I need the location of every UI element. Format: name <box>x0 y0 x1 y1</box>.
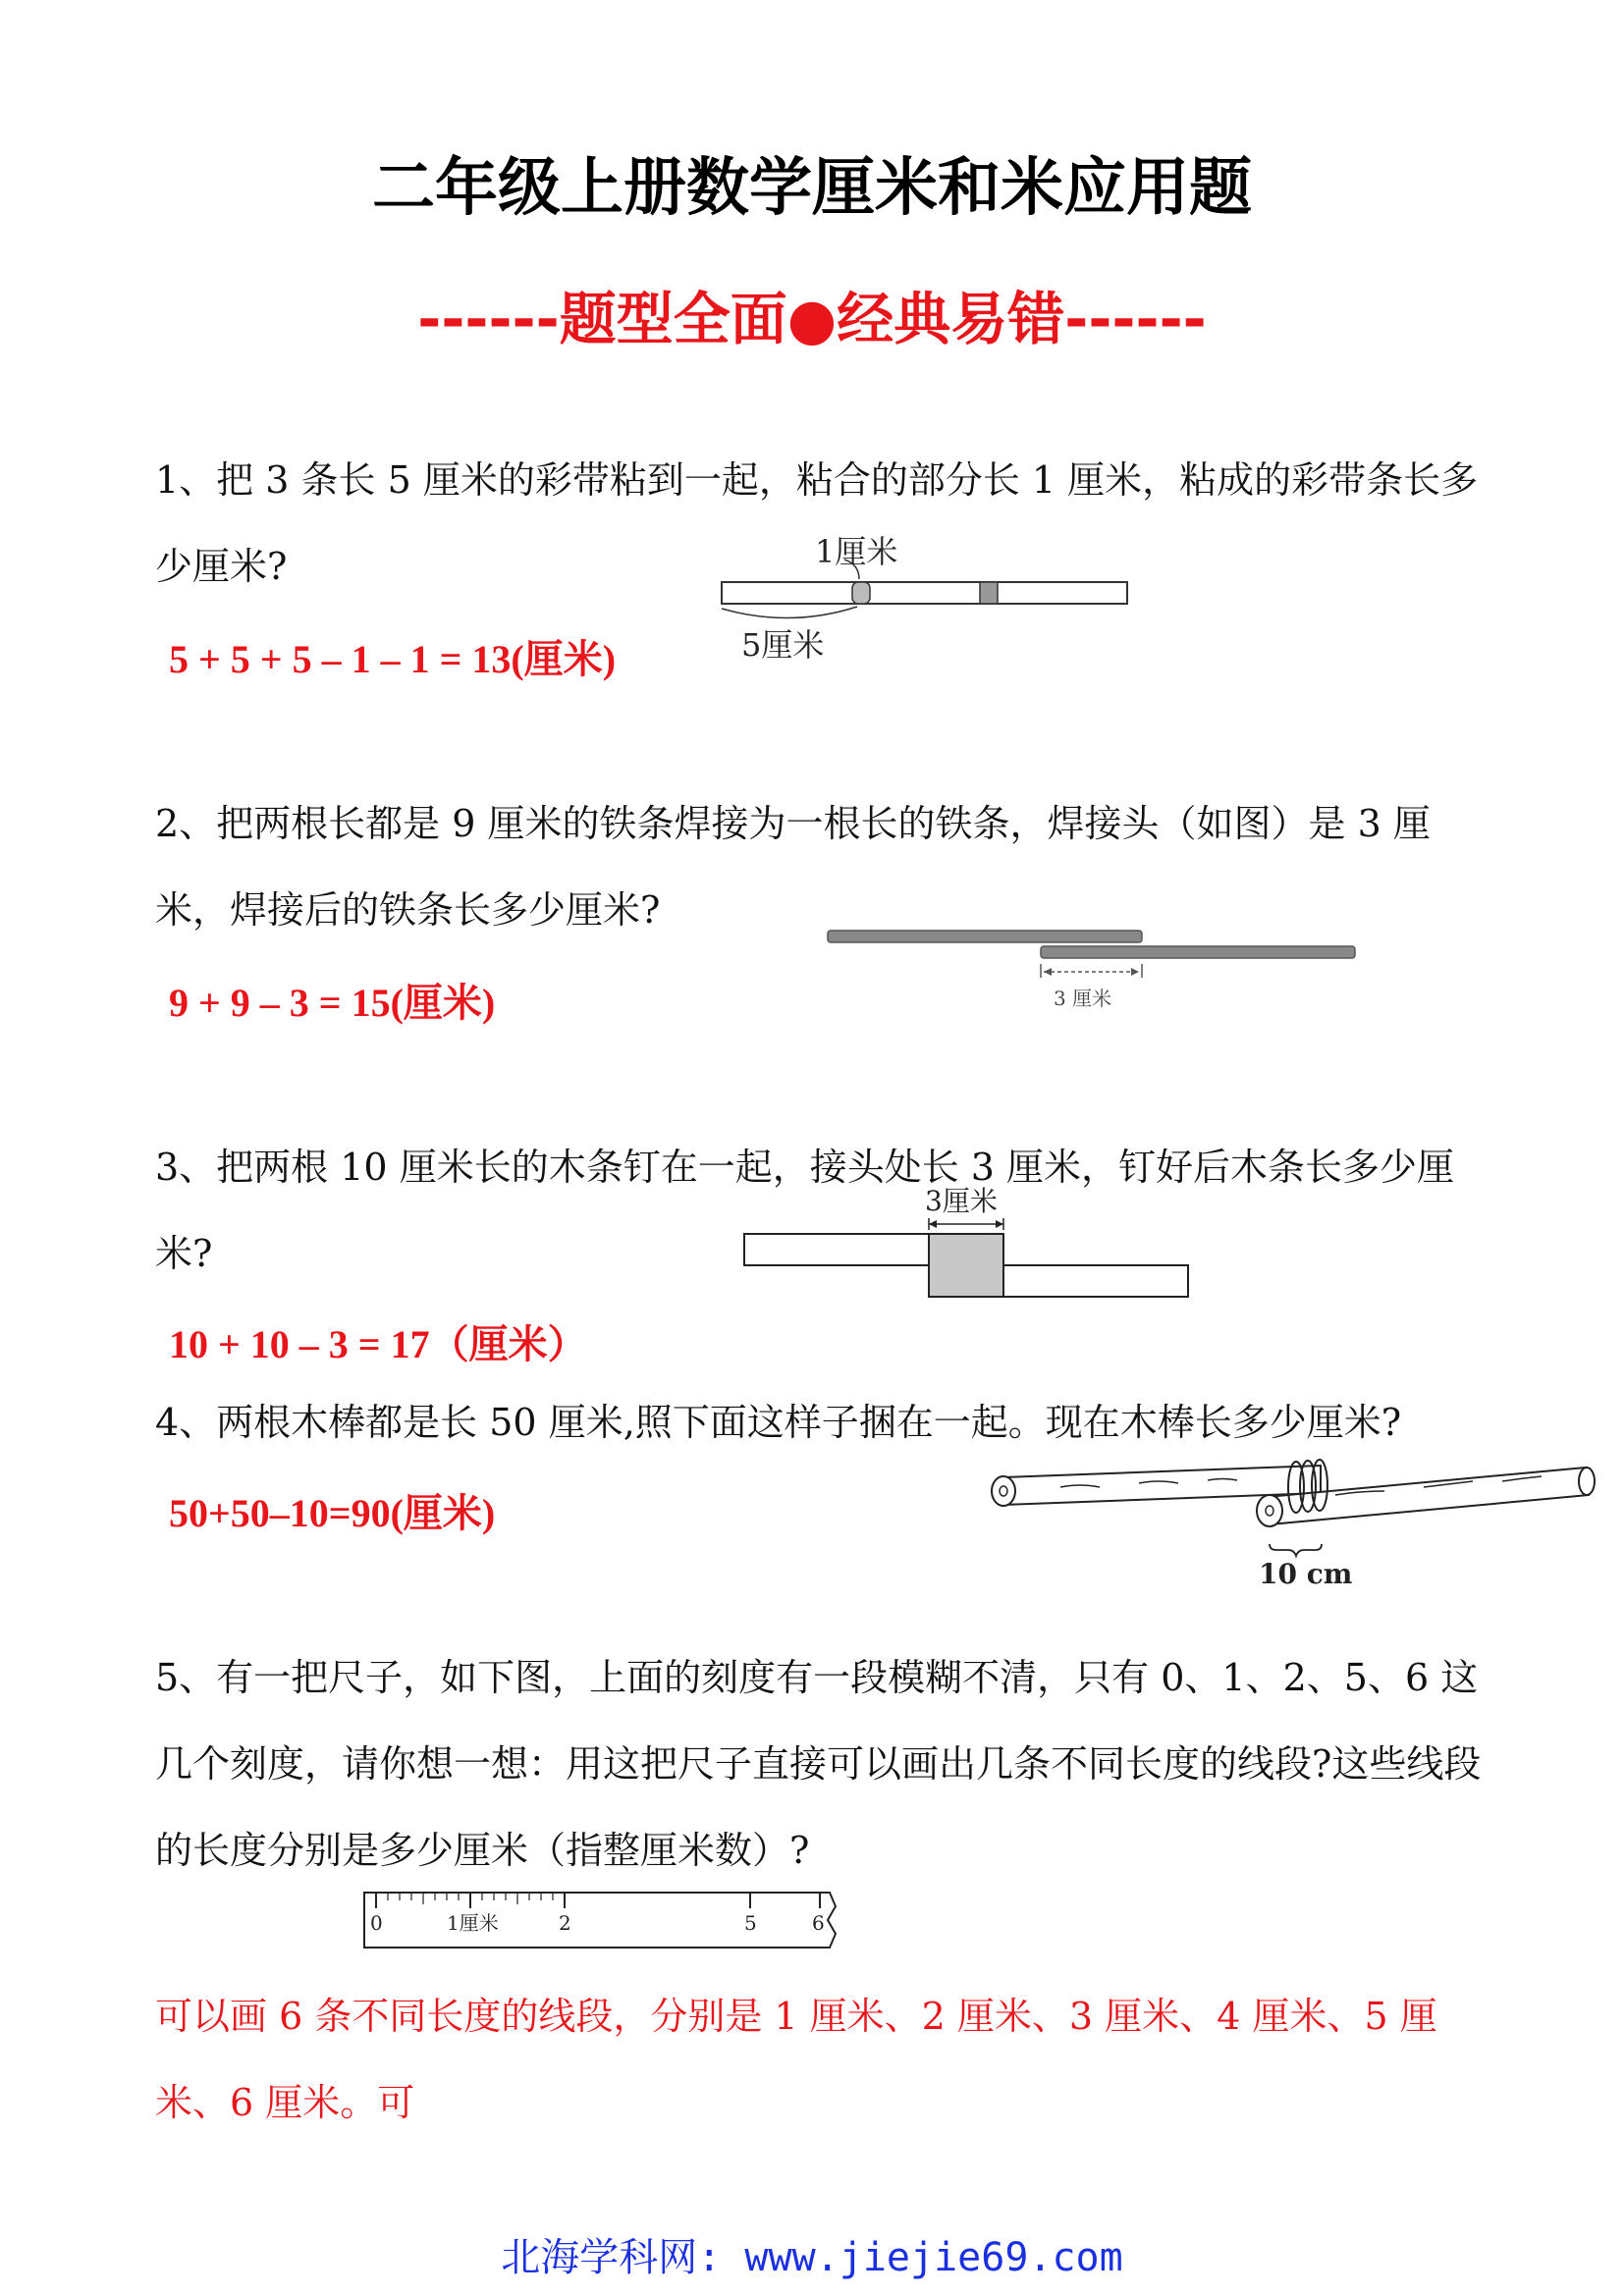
iron-bar-1 <box>828 931 1142 942</box>
page-subtitle: ------题型全面●经典易错------ <box>417 286 1207 352</box>
label-1cm: 1厘米 <box>815 533 898 570</box>
ribbon-strip <box>722 582 1127 604</box>
label-3cm-bars: 3 厘米 <box>1054 987 1112 1010</box>
question-5: 5、有一把尺子，如下图，上面的刻度有一段模糊不清，只有 0、1、2、5、6 这几个刻度，请你想一想：用这把尺子直接可以画出几条不同长度的线段?这些线段的长度分别是多少厘米（指整厘米数）? <box>155 1656 1482 1872</box>
question-1: 1、把 3 条长 5 厘米的彩带粘到一起，粘合的部分长 1 厘米，粘成的彩带条长多少厘米? <box>155 458 1479 588</box>
ruler-figure <box>358 1883 854 1961</box>
ruler-tick-6: 6 <box>812 1911 825 1935</box>
footer-website[interactable]: 北海学科网: www.jiejie69.com <box>501 2235 1123 2280</box>
answer-4: 50+50–10=90(厘米) <box>169 1491 496 1535</box>
wood-strips-figure <box>736 1183 1198 1306</box>
question-4: 4、两根木棒都是长 50 厘米,照下面这样子捆在一起。现在木棒长多少厘米? <box>155 1401 1402 1444</box>
label-10cm: 10 cm <box>1259 1558 1353 1590</box>
ruler-body <box>364 1893 836 1948</box>
page-title: 二年级上册数学厘米和米应用题 <box>372 152 1252 225</box>
label-3cm-wood: 3厘米 <box>925 1185 998 1217</box>
ruler-tick-5: 5 <box>744 1911 757 1935</box>
answer-2: 9 + 9 – 3 = 15(厘米) <box>169 981 496 1025</box>
question-2: 2、把两根长都是 9 厘米的铁条焊接为一根长的铁条，焊接头（如图）是 3 厘米，焊接后的铁条长多少厘米? <box>155 802 1431 932</box>
label-5cm: 5厘米 <box>741 626 825 664</box>
overlap-region <box>929 1234 1003 1297</box>
question-3: 3、把两根 10 厘米长的木条钉在一起，接头处长 3 厘米，钉好后木条长多少厘米? <box>155 1146 1455 1275</box>
ruler-tick-2: 2 <box>559 1911 571 1935</box>
answer-3: 10 + 10 – 3 = 17（厘米） <box>169 1322 587 1366</box>
overlap-mark-1 <box>852 582 870 604</box>
answer-1: 5 + 5 + 5 – 1 – 1 = 13(厘米) <box>169 637 617 681</box>
iron-bars-figure <box>820 923 1370 1011</box>
ruler-tick-0: 0 <box>370 1911 383 1935</box>
sticks-figure <box>982 1448 1610 1595</box>
ruler-tick-1: 1厘米 <box>447 1911 499 1935</box>
iron-bar-2 <box>1041 946 1355 958</box>
ribbon-figure <box>712 530 1144 667</box>
overlap-mark-2 <box>980 582 998 604</box>
answer-5: 可以画 6 条不同长度的线段，分别是 1 厘米、2 厘米、3 厘米、4 厘米、5 厘米、6 厘米。可 <box>155 1995 1437 2124</box>
